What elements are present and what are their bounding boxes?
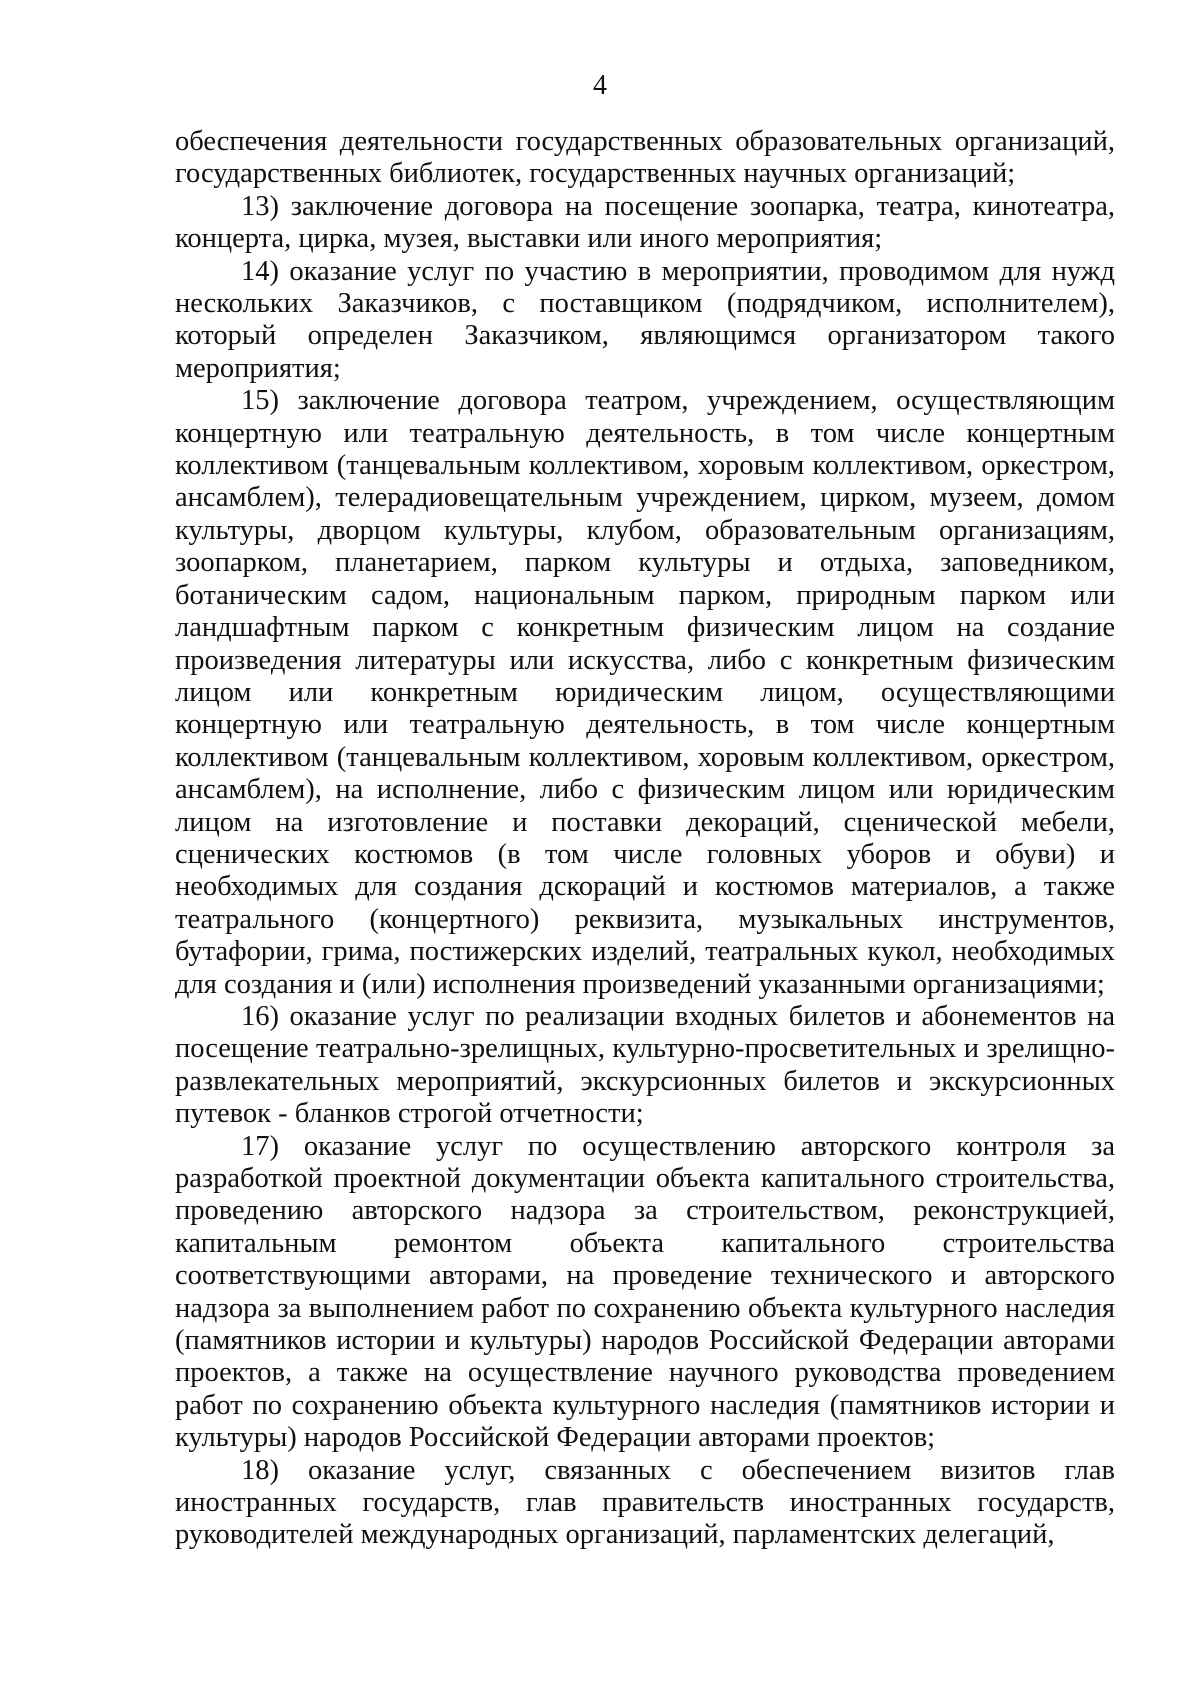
page-number: 4 xyxy=(593,70,607,101)
paragraph-continuation: обеспечения деятельности государственных образовательных организаций, государственных библиотек, государственных научных организаций; xyxy=(175,126,1115,190)
document-body xyxy=(175,126,1115,1552)
paragraph-item-14: 14) оказание услуг по участию в мероприятии, проводимом для нужд нескольких Заказчиков, с поставщиком (подрядчиком, исполнителем), который определен Заказчиком, являющимся организатором такого мероприятия; xyxy=(175,255,1115,384)
paragraph-item-18: 18) оказание услуг, связанных с обеспечением визитов глав иностранных государств, глав правительств иностранных государств, руководителей международных организаций, парламентских делегаций, xyxy=(175,1454,1115,1551)
paragraph-item-13: 13) заключение договора на посещение зоопарка, театра, кинотеатра, концерта, цирка, музея, выставки или иного мероприятия; xyxy=(175,190,1115,255)
paragraph-item-16: 16) оказание услуг по реализации входных билетов и абонементов на посещение театрально-зрелищных, культурно-просветительных и зрелищно-развлекательных мероприятий, экскурсионных билетов и экскурсионных путевок - бланков строгой отчетности; xyxy=(175,1000,1115,1130)
paragraph-item-15: 15) заключение договора театром, учреждением, осуществляющим концертную или театральную деятельность, в том числе концертным коллективом (танцевальным коллективом, хоровым коллективом, оркестром, ансамблем), телерадиовещательным учреждением, цирком, музеем, домом культуры, дворцом культуры, клубом, образовательным организациям, зоопарком, планетарием, парком культуры и отдыха, заповедником, ботаническим садом, национальным парком, природным парком или ландшафтным парком с конкретным физическим лицом на создание произведения литературы или искусства, либо с конкретным физическим лицом или конкретным юридическим лицом, осуществляющими концертную или театральную деятельность, в том числе концертным коллективом (танцевальным коллективом, хоровым коллективом, оркестром, ансамблем), на исполнение, либо с физическим лицом или юридическим лицом на изготовление и поставки декораций, сценической мебели, сценических костюмов (в том числе головных уборов и обуви) и необходимых для создания дскораций и костюмов материалов, а также театрального (концертного) реквизита, музыкальных инструментов, бутафории, грима, постижерских изделий, театральных кукол, необходимых для создания и (или) исполнения произведений указанными организациями; xyxy=(175,385,1115,1000)
paragraph-item-17: 17) оказание услуг по осуществлению авторского контроля за разработкой проектной документации объекта капитального строительства, проведению авторского надзора за строительством, реконструкцией, капитальным ремонтом объекта капитального строительства соответствующими авторами, на проведение технического и авторского надзора за выполнением работ по сохранению объекта культурного наследия (памятников истории и культуры) народов Российской Федерации авторами проектов, а также на осуществление научного руководства проведением работ по сохранению объекта культурного наследия (памятников истории и культуры) народов Российской Федерации авторами проектов; xyxy=(175,1130,1115,1454)
